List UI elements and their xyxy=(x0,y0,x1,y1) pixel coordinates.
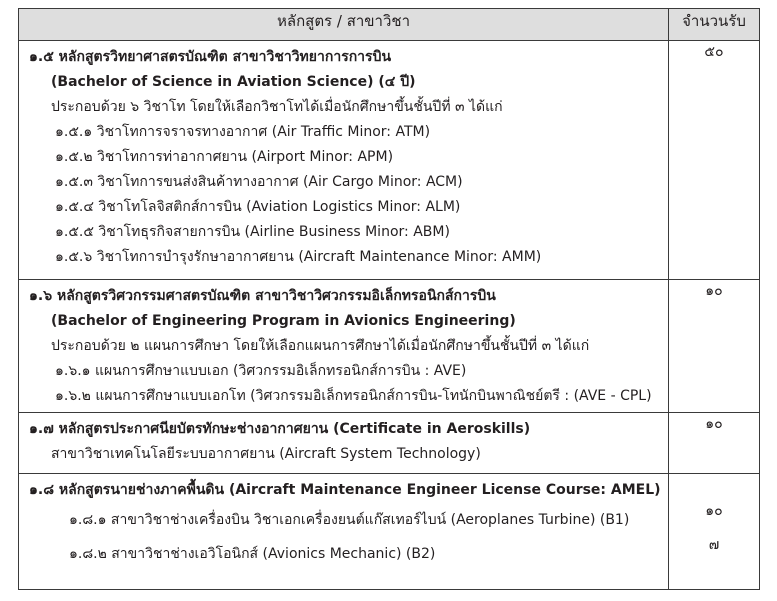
table-header-row xyxy=(19,9,760,41)
program-cell xyxy=(19,474,669,590)
quota-cell: ๑๐ xyxy=(669,280,760,413)
minor-item: ๑.๕.๒ วิชาโทการท่าอากาศยาน (Airport Minor: APM) xyxy=(55,149,394,165)
program-note: ประกอบด้วย ๒ แผนการศึกษา โดยให้เลือกแผนการศึกษาได้เมื่อนักศึกษาขึ้นชั้นปีที่ ๓ ได้แก่ xyxy=(51,338,590,355)
plan-item: ๑.๖.๑ แผนการศึกษาแบบเอก (วิศวกรรมอิเล็กทรอนิกส์การบิน : AVE) xyxy=(55,363,467,380)
minor-item: ๑.๕.๔ วิชาโทโลจิสติกส์การบิน (Aviation Logistics Minor: ALM) xyxy=(55,199,461,215)
table-row xyxy=(19,280,760,413)
program-heading: ๑.๘ หลักสูตรนายช่างภาคพื้นดิน (Aircraft Maintenance Engineer License Course: AMEL) xyxy=(29,482,661,499)
program-subheading: (Bachelor of Science in Aviation Science) (๔ ปี) xyxy=(51,74,416,90)
header-program: หลักสูตร / สาขาวิชา xyxy=(19,9,669,41)
quota-cell: ๕๐ xyxy=(669,41,760,280)
program-note: สาขาวิชาเทคโนโลยีระบบอากาศยาน (Aircraft System Technology) xyxy=(51,446,481,463)
program-heading: ๑.๕ หลักสูตรวิทยาศาสตรบัณฑิต สาขาวิชาวิทยาการการบิน xyxy=(29,49,392,65)
minor-item: ๑.๕.๖ วิชาโทการบำรุงรักษาอากาศยาน (Aircraft Maintenance Minor: AMM) xyxy=(55,249,542,265)
table-row xyxy=(19,474,760,590)
quota-cell xyxy=(669,474,760,590)
minor-item: ๑.๕.๑ วิชาโทการจราจรทางอากาศ (Air Traffic Minor: ATM) xyxy=(55,124,431,140)
quota-value: ๑๐ xyxy=(705,503,723,520)
quota-value: ๗ xyxy=(708,537,720,554)
table-row xyxy=(19,41,760,280)
course-item: ๑.๘.๒ สาขาวิชาช่างเอวิโอนิกส์ (Avionics Mechanic) (B2) xyxy=(69,546,436,563)
program-heading: ๑.๖ หลักสูตรวิศวกรรมศาสตรบัณฑิต สาขาวิชาวิศวกรรมอิเล็กทรอนิกส์การบิน xyxy=(29,288,496,305)
programs-table xyxy=(18,8,760,590)
program-subheading: (Bachelor of Engineering Program in Avionics Engineering) xyxy=(51,313,516,330)
header-quota: จำนวนรับ xyxy=(669,9,760,41)
course-item: ๑.๘.๑ สาขาวิชาช่างเครื่องบิน วิชาเอกเครื่องยนต์แก๊สเทอร์ไบน์ (Aeroplanes Turbine) (B1) xyxy=(69,512,630,529)
program-cell xyxy=(19,280,669,413)
table-row xyxy=(19,413,760,474)
program-cell xyxy=(19,41,669,280)
minor-item: ๑.๕.๓ วิชาโทการขนส่งสินค้าทางอากาศ (Air Cargo Minor: ACM) xyxy=(55,174,463,190)
quota-cell: ๑๐ xyxy=(669,413,760,474)
minor-item: ๑.๕.๕ วิชาโทธุรกิจสายการบิน (Airline Business Minor: ABM) xyxy=(55,224,450,240)
plan-item: ๑.๖.๒ แผนการศึกษาแบบเอกโท (วิศวกรรมอิเล็กทรอนิกส์การบิน-โทนักบินพาณิชย์ตรี : (AVE - CPL) xyxy=(55,388,652,405)
program-cell xyxy=(19,413,669,474)
program-heading: ๑.๗ หลักสูตรประกาศนียบัตรทักษะช่างอากาศยาน (Certificate in Aeroskills) xyxy=(29,421,531,438)
program-note: ประกอบด้วย ๖ วิชาโท โดยให้เลือกวิชาโทได้เมื่อนักศึกษาขึ้นชั้นปีที่ ๓ ได้แก่ xyxy=(51,99,503,115)
